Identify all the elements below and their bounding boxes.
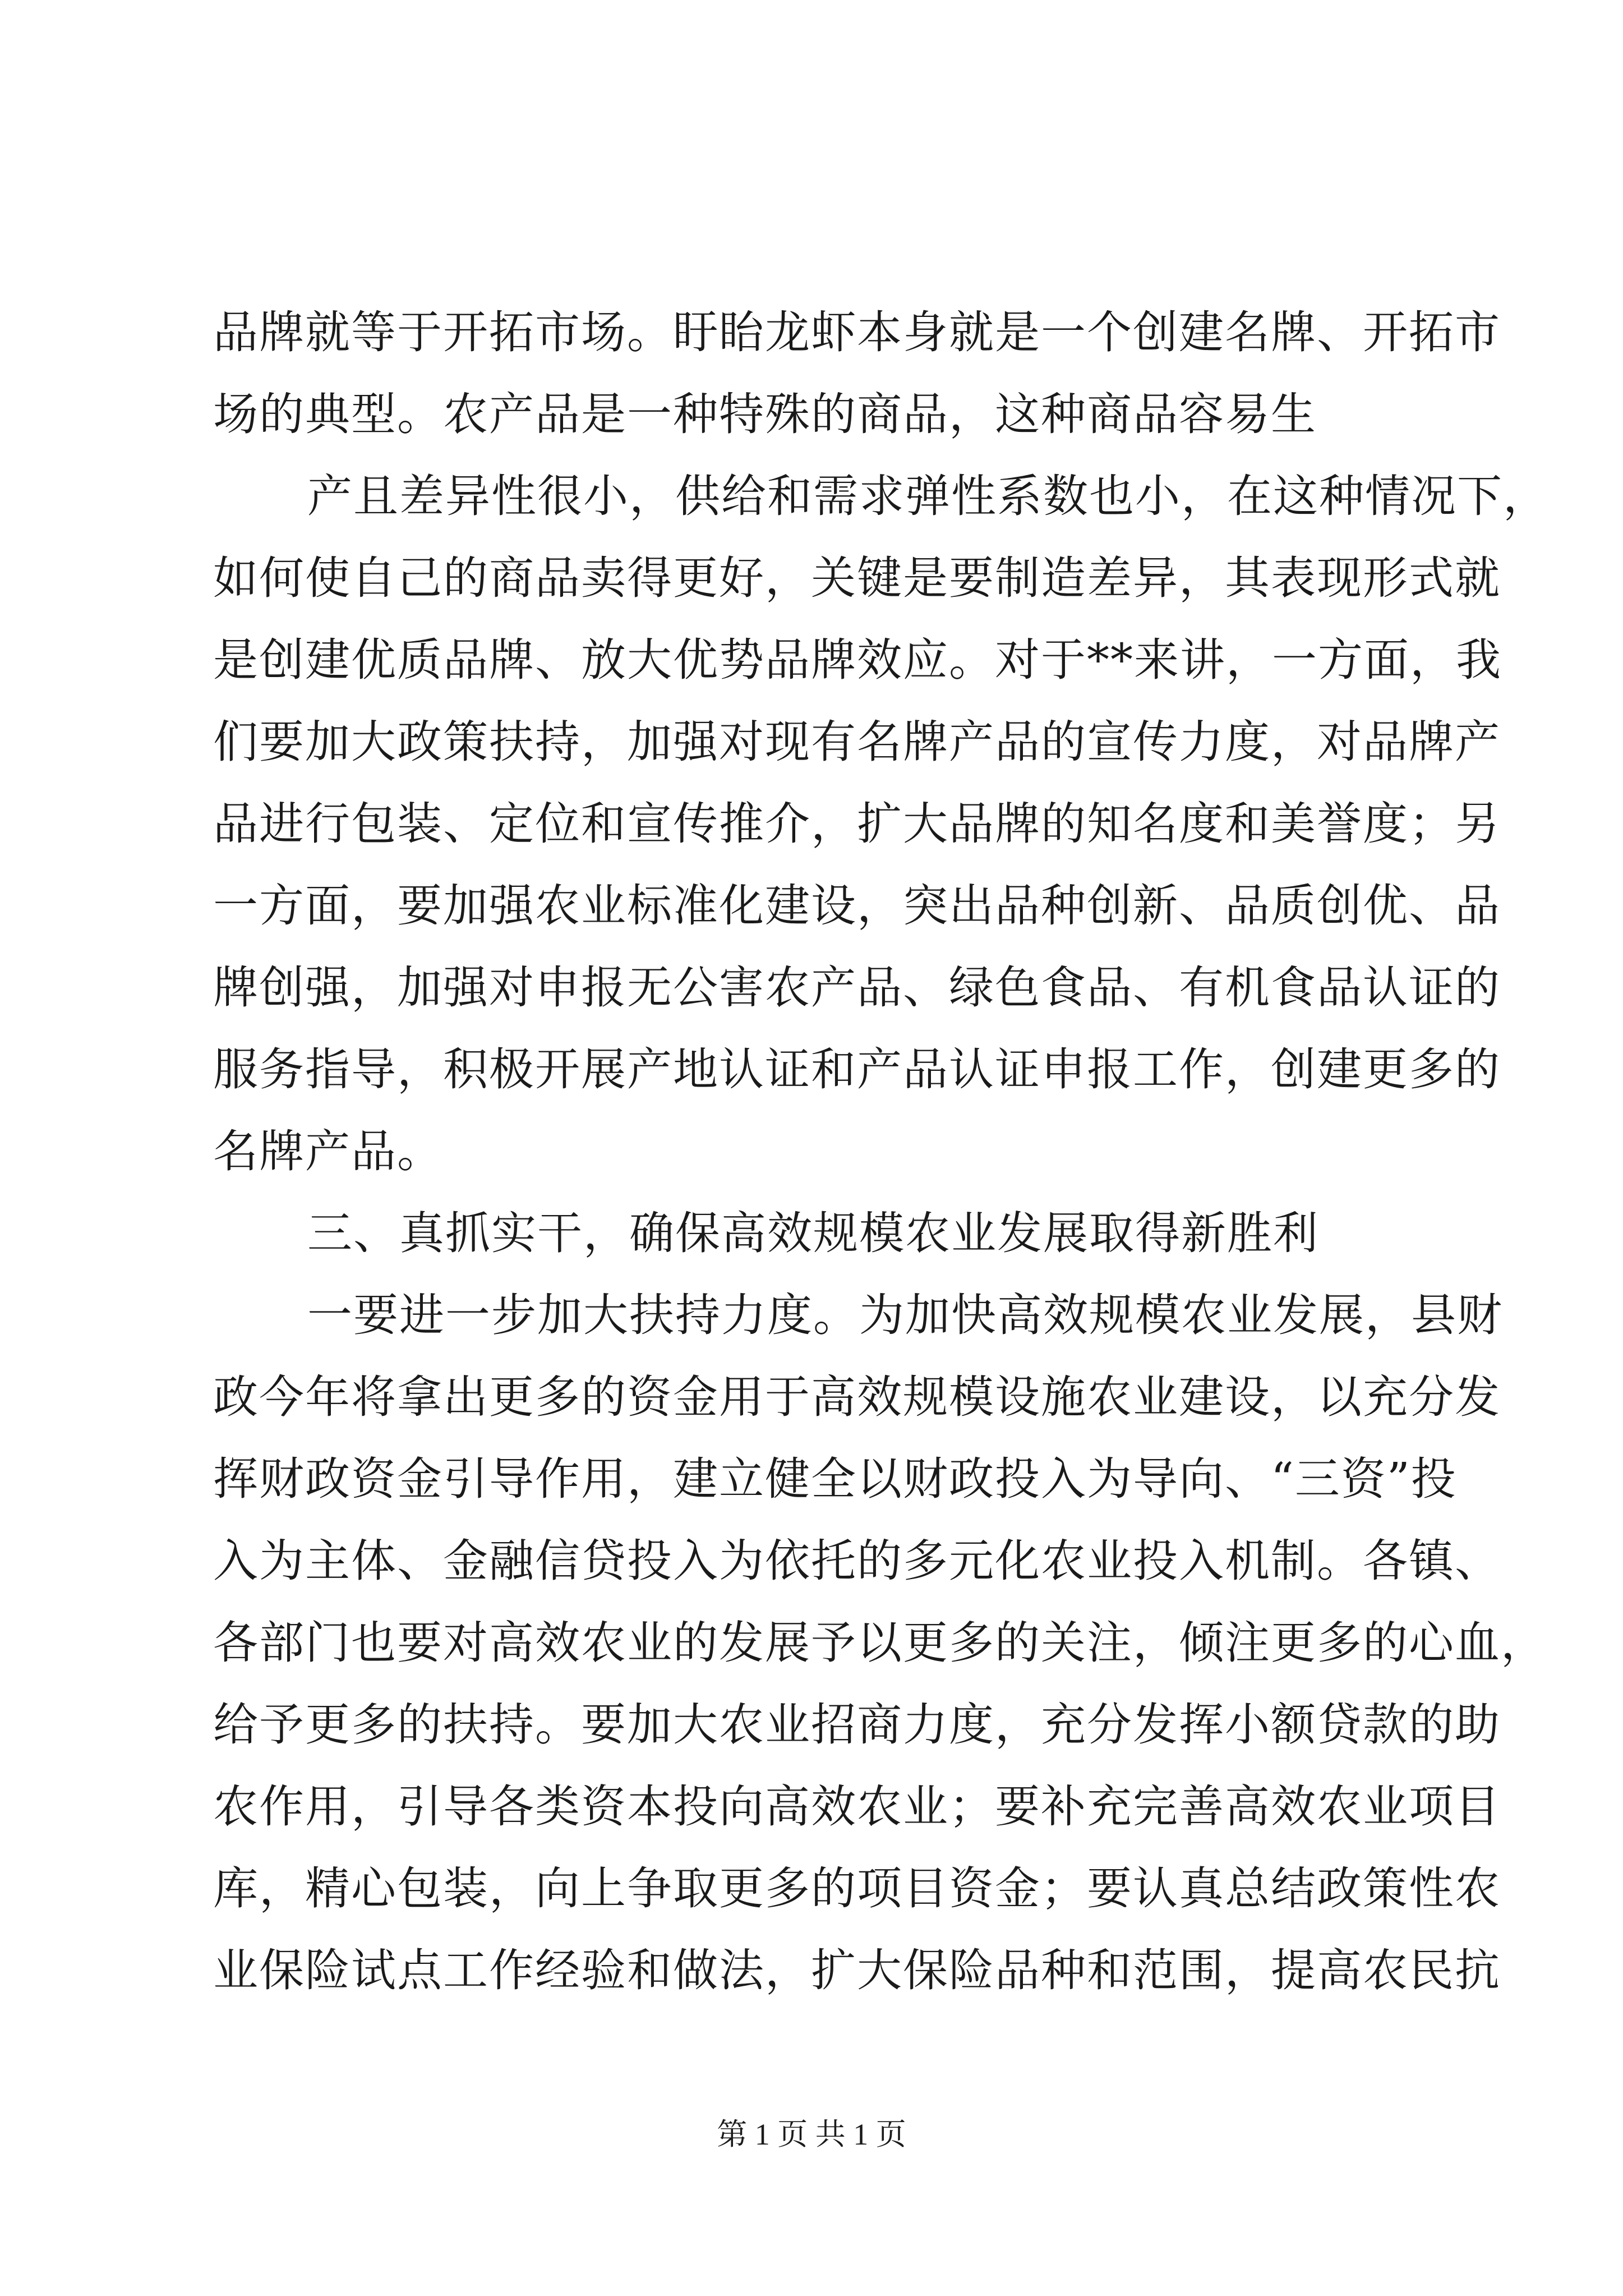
text-line: 产且差异性很小，供给和需求弹性系数也小，在这种情况下，	[307, 470, 1549, 522]
section-heading: 三、真抓实干，确保高效规模农业发展取得新胜利	[307, 1207, 1319, 1259]
page-footer	[0, 2115, 1623, 2154]
text-line: 牌创强，加强对申报无公害农产品、绿色食品、有机食品认证的	[213, 961, 1501, 1014]
text-line: 服务指导，积极开展产地认证和产品认证申报工作，创建更多的	[213, 1043, 1501, 1096]
text-line: 入为主体、金融信贷投入为依托的多元化农业投入机制。各镇、	[213, 1535, 1501, 1587]
text-line: 如何使自己的商品卖得更好，关键是要制造差异，其表现形式就	[213, 552, 1501, 604]
text-line: 一要进一步加大扶持力度。为加快高效规模农业发展，县财	[307, 1289, 1503, 1341]
text-line: 们要加大政策扶持，加强对现有名牌产品的宣传力度，对品牌产	[213, 716, 1501, 768]
text-line: 名牌产品。	[213, 1125, 443, 1177]
text-line: 场的典型。农产品是一种特殊的商品，这种商品容易生	[213, 388, 1317, 440]
text-line: 政今年将拿出更多的资金用于高效规模设施农业建设，以充分发	[213, 1371, 1501, 1423]
text-line: 农作用，引导各类资本投向高效农业；要补充完善高效农业项目	[213, 1780, 1501, 1833]
text-line: 是创建优质品牌、放大优势品牌效应。对于**来讲，一方面，我	[213, 634, 1502, 686]
text-line: 品进行包装、定位和宣传推介，扩大品牌的知名度和美誉度；另	[213, 798, 1501, 850]
text-line: 给予更多的扶持。要加大农业招商力度，充分发挥小额贷款的助	[213, 1699, 1501, 1751]
body-text	[213, 292, 1549, 2012]
text-line: 挥财政资金引导作用，建立健全以财政投入为导向、“三资”投	[213, 1453, 1457, 1505]
page-number-label: 第 1 页 共 1 页	[717, 2118, 906, 2151]
text-line: 业保险试点工作经验和做法，扩大保险品种和范围，提高农民抗	[213, 1944, 1501, 1996]
text-line: 各部门也要对高效农业的发展予以更多的关注，倾注更多的心血，	[213, 1617, 1547, 1669]
text-line: 库，精心包装，向上争取更多的项目资金；要认真总结政策性农	[213, 1862, 1501, 1915]
text-line: 一方面，要加强农业标准化建设，突出品种创新、品质创优、品	[213, 880, 1501, 932]
text-line: 品牌就等于开拓市场。盱眙龙虾本身就是一个创建名牌、开拓市	[213, 306, 1501, 358]
